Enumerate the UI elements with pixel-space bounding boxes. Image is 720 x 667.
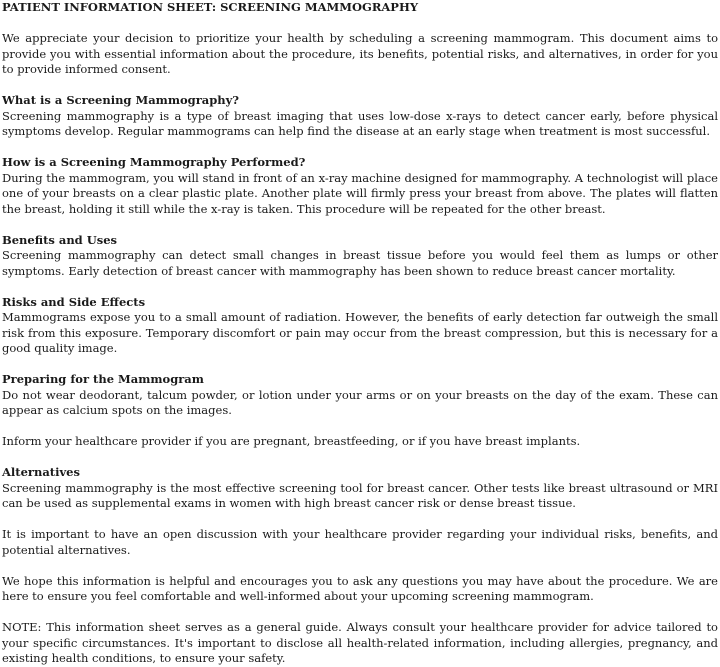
intro-paragraph: We appreciate your decision to prioritize your health by scheduling a screening mammogram. This document aims to provide you with essential information about the procedure, its benefits, potential risks, and alternatives, in order for you to provide informed consent. xyxy=(2,31,718,76)
section-risks xyxy=(2,295,718,357)
section-what-is xyxy=(2,93,718,140)
section-alternatives xyxy=(2,465,718,512)
section-heading: Risks and Side Effects xyxy=(2,294,146,309)
section-paragraph: Inform your healthcare provider if you are pregnant, breastfeeding, or if you have breast implants. xyxy=(2,434,581,448)
closing-paragraph: We hope this information is helpful and encourages you to ask any questions you may have about the procedure. We are here to ensure you feel comfortable and well-informed about your upcoming screening mammogram. xyxy=(2,573,718,603)
section-how-performed xyxy=(2,155,718,217)
section-heading: How is a Screening Mammography Performed? xyxy=(2,155,306,169)
section-paragraph: It is important to have an open discussion with your healthcare provider regarding your individual risks, benefits, and potential alternatives. xyxy=(2,527,718,557)
section-heading: Preparing for the Mammogram xyxy=(2,372,204,386)
section-paragraph: Do not wear deodorant, talcum powder, or lotion under your arms or on your breasts on the day of the exam. These can appear as calcium spots on the images. xyxy=(2,387,718,417)
document-title: PATIENT INFORMATION SHEET: SCREENING MAMMOGRAPHY xyxy=(2,0,419,14)
section-heading: Alternatives xyxy=(2,465,80,479)
section-heading: Benefits and Uses xyxy=(2,232,118,247)
section-paragraph: Screening mammography is a type of breast imaging that uses low-dose x-rays to detect cancer early, before physical symptoms develop. Regular mammograms can help find the disease at an early stage when treatment is most successful. xyxy=(2,108,718,138)
section-paragraph: Screening mammography is the most effective screening tool for breast cancer. Other tests like breast ultrasound or MRI can be used as supplemental exams in women with high breast cancer risk or dense breast tissue. xyxy=(2,480,718,510)
section-heading: What is a Screening Mammography? xyxy=(2,93,240,107)
section-paragraph: Screening mammography can detect small changes in breast tissue before you would feel them as lumps or other symptoms. Early detection of breast cancer with mammography has been shown to reduce breast cancer mortality. xyxy=(2,248,718,278)
section-paragraph: Mammograms expose you to a small amount of radiation. However, the benefits of early detection far outweigh the small risk from this exposure. Temporary discomfort or pain may occur from the breast compression, but this is necessary for a good quality image. xyxy=(2,310,718,355)
section-preparing xyxy=(2,372,718,419)
section-benefits xyxy=(2,233,718,280)
note-paragraph: NOTE: This information sheet serves as a general guide. Always consult your healthcare provider for advice tailored to your specific circumstances. It's important to disclose all health-related information, including allergies, pregnancy, and existing health conditions, to ensure your safety. xyxy=(2,620,718,665)
section-paragraph: During the mammogram, you will stand in front of an x-ray machine designed for mammography. A technologist will place one of your breasts on a clear plastic plate. Another plate will firmly press your breast from above. The plates will flatten the breast, holding it still while the x-ray is taken. This procedure will be repeated for the other breast. xyxy=(2,170,718,216)
